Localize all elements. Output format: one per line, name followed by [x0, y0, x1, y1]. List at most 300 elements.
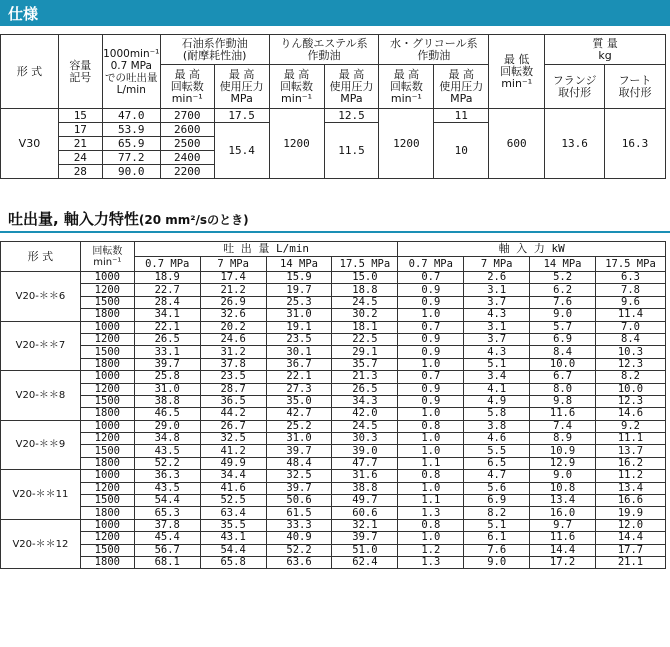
power-cell: 8.2 [464, 507, 530, 519]
flow-cell: 31.0 [134, 383, 200, 395]
flow-cell: 35.5 [200, 519, 266, 531]
wg-speed: 1200 [379, 109, 434, 179]
flow-cell: 43.5 [134, 482, 200, 494]
spec-model: V30 [1, 109, 59, 179]
power-cell: 14.6 [596, 408, 666, 420]
power-cell: 0.9 [398, 346, 464, 358]
flow-section-title [8, 208, 249, 229]
power-cell: 9.6 [596, 296, 666, 308]
min-speed-header: 最 低 回転数 min⁻¹ [489, 35, 545, 109]
pressure-header: 17.5 MPa [332, 257, 398, 272]
flow-cell: 22.7 [134, 284, 200, 296]
flow-cell: 24.5 [332, 420, 398, 432]
flow-cell: 22.5 [332, 333, 398, 345]
table-row [1, 346, 666, 358]
flow-cell: 42.7 [266, 408, 332, 420]
flow-cell: 42.0 [332, 408, 398, 420]
water-glycol-header: 水・グリコール系 作動油 [379, 35, 489, 65]
speed-cell: 1000 [80, 420, 134, 432]
mass-flange: 13.6 [545, 109, 605, 179]
power-cell: 16.2 [596, 457, 666, 469]
speed-cell: 1800 [80, 457, 134, 469]
power-cell: 10.0 [530, 358, 596, 370]
power-cell: 1.2 [398, 544, 464, 556]
flow-cell: 34.4 [200, 470, 266, 482]
power-cell: 0.7 [398, 371, 464, 383]
power-cell: 0.8 [398, 420, 464, 432]
pressure-header: 7 MPa [464, 257, 530, 272]
flow-cell: 48.4 [266, 457, 332, 469]
model-cell: V20-＊＊7 [1, 321, 81, 371]
pho-pressure-rest: 11.5 [324, 123, 379, 179]
pet-pressure-rest: 15.4 [214, 123, 269, 179]
table-row [1, 420, 666, 432]
power-cell: 11.4 [596, 309, 666, 321]
section-divider [0, 231, 670, 233]
speed-cell: 1000 [80, 321, 134, 333]
flow-cell: 61.5 [266, 507, 332, 519]
model-cell: V20-＊＊6 [1, 272, 81, 322]
flow-cell: 19.7 [266, 284, 332, 296]
power-cell: 0.8 [398, 470, 464, 482]
flow-cell: 20.2 [200, 321, 266, 333]
power-cell: 9.2 [596, 420, 666, 432]
power-cell: 11.6 [530, 532, 596, 544]
power-cell: 19.9 [596, 507, 666, 519]
displacement-header: 1000min⁻¹ 0.7 MPa での吐出量 L/min [102, 35, 160, 109]
flow-cell: 33.3 [266, 519, 332, 531]
power-cell: 0.9 [398, 383, 464, 395]
mass-foot: 16.3 [605, 109, 666, 179]
flow-cell: 15.9 [266, 272, 332, 284]
power-cell: 5.1 [464, 519, 530, 531]
flow-cell: 27.3 [266, 383, 332, 395]
power-cell: 11.6 [530, 408, 596, 420]
flow-value: 47.0 [102, 109, 160, 123]
power-cell: 5.1 [464, 358, 530, 370]
table-row [1, 395, 666, 407]
power-cell: 6.2 [530, 284, 596, 296]
power-cell: 4.3 [464, 346, 530, 358]
power-cell: 9.0 [530, 470, 596, 482]
flow-cell: 31.2 [200, 346, 266, 358]
flow-cell: 33.1 [134, 346, 200, 358]
power-cell: 10.8 [530, 482, 596, 494]
power-cell: 5.8 [464, 408, 530, 420]
power-cell: 6.3 [596, 272, 666, 284]
power-cell: 0.9 [398, 296, 464, 308]
table-row [1, 408, 666, 420]
flow-cell: 34.1 [134, 309, 200, 321]
speed-cell: 1800 [80, 358, 134, 370]
pho-speed: 1200 [269, 109, 324, 179]
size-code: 15 [58, 109, 102, 123]
flow-cell: 22.1 [266, 371, 332, 383]
flow-cell: 39.7 [332, 532, 398, 544]
power-cell: 1.0 [398, 532, 464, 544]
size-code-header: 容量 記号 [58, 35, 102, 109]
table-row [1, 284, 666, 296]
table-row [1, 321, 666, 333]
power-cell: 9.7 [530, 519, 596, 531]
flow-cell: 21.2 [200, 284, 266, 296]
speed-cell: 1500 [80, 495, 134, 507]
flow-cell: 40.9 [266, 532, 332, 544]
flow-cell: 25.8 [134, 371, 200, 383]
pho-speed-header: 最 高 回転数 min⁻¹ [269, 65, 324, 109]
flow-cell: 24.6 [200, 333, 266, 345]
flow-cell: 17.4 [200, 272, 266, 284]
flow-cell: 30.1 [266, 346, 332, 358]
power-cell: 10.3 [596, 346, 666, 358]
flow-cell: 37.8 [200, 358, 266, 370]
flow-cell: 44.2 [200, 408, 266, 420]
size-code: 24 [58, 151, 102, 165]
table-row [1, 482, 666, 494]
pressure-header: 17.5 MPa [596, 257, 666, 272]
flow-cell: 18.9 [134, 272, 200, 284]
pet-speed-value: 2600 [160, 123, 214, 137]
flow-cell: 54.4 [134, 495, 200, 507]
flow-cell: 41.6 [200, 482, 266, 494]
power-cell: 10.9 [530, 445, 596, 457]
flow-cell: 34.3 [332, 395, 398, 407]
power-cell: 14.4 [530, 544, 596, 556]
power-cell: 6.9 [530, 333, 596, 345]
power-cell: 5.6 [464, 482, 530, 494]
flow-cell: 45.4 [134, 532, 200, 544]
flow-cell: 35.7 [332, 358, 398, 370]
power-cell: 1.1 [398, 457, 464, 469]
power-cell: 10.0 [596, 383, 666, 395]
flow-cell: 38.8 [134, 395, 200, 407]
power-cell: 4.3 [464, 309, 530, 321]
power-cell: 1.0 [398, 482, 464, 494]
power-cell: 5.2 [530, 272, 596, 284]
flow-cell: 39.7 [266, 482, 332, 494]
flow-cell: 24.5 [332, 296, 398, 308]
pet-speed-header: 最 高 回転数 min⁻¹ [160, 65, 214, 109]
power-cell: 4.9 [464, 395, 530, 407]
power-cell: 11.2 [596, 470, 666, 482]
power-cell: 3.8 [464, 420, 530, 432]
speed-cell: 1200 [80, 284, 134, 296]
power-cell: 7.8 [596, 284, 666, 296]
flow-cell: 32.5 [266, 470, 332, 482]
power-cell: 1.3 [398, 507, 464, 519]
flow-subtitle: (20 mm²/sのとき) [138, 213, 249, 227]
flow-value: 77.2 [102, 151, 160, 165]
power-cell: 9.8 [530, 395, 596, 407]
power-cell: 3.7 [464, 296, 530, 308]
power-cell: 4.1 [464, 383, 530, 395]
flow-cell: 15.0 [332, 272, 398, 284]
power-cell: 6.1 [464, 532, 530, 544]
power-cell: 8.4 [530, 346, 596, 358]
power-cell: 6.7 [530, 371, 596, 383]
power-cell: 3.1 [464, 321, 530, 333]
flow-cell: 26.9 [200, 296, 266, 308]
pressure-header: 14 MPa [530, 257, 596, 272]
flow-cell: 51.0 [332, 544, 398, 556]
flow-cell: 31.0 [266, 433, 332, 445]
pressure-header: 7 MPa [200, 257, 266, 272]
flow-cell: 29.1 [332, 346, 398, 358]
power-cell: 13.4 [596, 482, 666, 494]
power-cell: 1.3 [398, 556, 464, 568]
flow-cell: 54.4 [200, 544, 266, 556]
speed-cell: 1200 [80, 532, 134, 544]
table-row [1, 495, 666, 507]
power-cell: 5.5 [464, 445, 530, 457]
pet-pressure-15: 17.5 [214, 109, 269, 123]
flange-header: フランジ 取付形 [545, 65, 605, 109]
flow-title: 吐出量, 軸入力特性 [8, 210, 139, 228]
power-cell: 8.9 [530, 433, 596, 445]
flow-cell: 65.8 [200, 556, 266, 568]
flow-cell: 18.1 [332, 321, 398, 333]
power-cell: 1.0 [398, 445, 464, 457]
model-cell: V20-＊＊12 [1, 519, 81, 569]
flow-cell: 52.5 [200, 495, 266, 507]
wg-pressure-15: 11 [434, 109, 489, 123]
flow-value: 90.0 [102, 165, 160, 179]
table-row [1, 371, 666, 383]
size-code: 17 [58, 123, 102, 137]
flow-cell: 25.2 [266, 420, 332, 432]
speed-cell: 1200 [80, 333, 134, 345]
flow-cell: 26.5 [134, 333, 200, 345]
model-cell: V20-＊＊11 [1, 470, 81, 520]
power-cell: 7.4 [530, 420, 596, 432]
flow-cell: 26.7 [200, 420, 266, 432]
power-cell: 5.7 [530, 321, 596, 333]
flow-cell: 39.7 [266, 445, 332, 457]
flow-cell: 30.2 [332, 309, 398, 321]
phosphate-header: りん酸エステル系 作動油 [269, 35, 379, 65]
power-cell: 7.6 [464, 544, 530, 556]
power-cell: 17.7 [596, 544, 666, 556]
speed-cell: 1500 [80, 445, 134, 457]
speed-cell: 1000 [80, 519, 134, 531]
power-cell: 12.9 [530, 457, 596, 469]
table-row [1, 309, 666, 321]
pet-speed-value: 2200 [160, 165, 214, 179]
table-row [1, 532, 666, 544]
speed-cell: 1800 [80, 556, 134, 568]
flow-cell: 63.4 [200, 507, 266, 519]
pressure-header: 0.7 MPa [398, 257, 464, 272]
power-cell: 3.7 [464, 333, 530, 345]
power-cell: 12.3 [596, 358, 666, 370]
spec-title: 仕様 [8, 5, 39, 23]
speed-cell: 1200 [80, 383, 134, 395]
flow-value: 53.9 [102, 123, 160, 137]
table-row [1, 457, 666, 469]
table-row [1, 445, 666, 457]
power-cell: 16.6 [596, 495, 666, 507]
flow-model-header: 形 式 [1, 242, 81, 272]
power-cell: 17.2 [530, 556, 596, 568]
model-header: 形 式 [1, 35, 59, 109]
table-row [1, 470, 666, 482]
flow-cell: 31.6 [332, 470, 398, 482]
power-cell: 0.7 [398, 272, 464, 284]
power-cell: 11.1 [596, 433, 666, 445]
power-cell: 0.7 [398, 321, 464, 333]
power-cell: 9.0 [464, 556, 530, 568]
speed-cell: 1500 [80, 346, 134, 358]
power-cell: 12.3 [596, 395, 666, 407]
pet-pressure-header: 最 高 使用圧力 MPa [214, 65, 269, 109]
power-cell: 4.6 [464, 433, 530, 445]
size-code: 28 [58, 165, 102, 179]
power-cell: 9.0 [530, 309, 596, 321]
flow-cell: 50.6 [266, 495, 332, 507]
flow-value: 65.9 [102, 137, 160, 151]
power-cell: 0.9 [398, 284, 464, 296]
flow-cell: 36.3 [134, 470, 200, 482]
flow-cell: 30.3 [332, 433, 398, 445]
speed-cell: 1500 [80, 296, 134, 308]
flow-cell: 39.7 [134, 358, 200, 370]
flow-cell: 36.7 [266, 358, 332, 370]
table-row [1, 358, 666, 370]
power-cell: 1.0 [398, 433, 464, 445]
table-row [1, 556, 666, 568]
power-cell: 1.1 [398, 495, 464, 507]
foot-header: フート 取付形 [605, 65, 666, 109]
speed-cell: 1000 [80, 371, 134, 383]
power-cell: 16.0 [530, 507, 596, 519]
speed-cell: 1000 [80, 470, 134, 482]
power-cell: 13.4 [530, 495, 596, 507]
flow-cell: 43.1 [200, 532, 266, 544]
flow-cell: 28.4 [134, 296, 200, 308]
speed-header: 回転数 min⁻¹ [80, 242, 134, 272]
model-cell: V20-＊＊9 [1, 420, 81, 470]
power-cell: 8.2 [596, 371, 666, 383]
flow-cell: 63.6 [266, 556, 332, 568]
table-row [1, 519, 666, 531]
power-cell: 1.0 [398, 358, 464, 370]
flow-cell: 18.8 [332, 284, 398, 296]
speed-cell: 1500 [80, 395, 134, 407]
flow-cell: 60.6 [332, 507, 398, 519]
power-cell: 12.0 [596, 519, 666, 531]
power-cell: 6.5 [464, 457, 530, 469]
flow-cell: 56.7 [134, 544, 200, 556]
power-cell: 3.1 [464, 284, 530, 296]
flow-cell: 49.7 [332, 495, 398, 507]
pet-speed-value: 2400 [160, 151, 214, 165]
speed-cell: 1200 [80, 433, 134, 445]
wg-pressure-header: 最 高 使用圧力 MPa [434, 65, 489, 109]
power-cell: 7.0 [596, 321, 666, 333]
flow-cell: 62.4 [332, 556, 398, 568]
power-cell: 21.1 [596, 556, 666, 568]
power-cell: 1.0 [398, 309, 464, 321]
flow-cell: 32.5 [200, 433, 266, 445]
flow-cell: 38.8 [332, 482, 398, 494]
flow-cell: 21.3 [332, 371, 398, 383]
pet-speed-value: 2700 [160, 109, 214, 123]
power-cell: 1.0 [398, 408, 464, 420]
pressure-header: 14 MPa [266, 257, 332, 272]
flow-cell: 65.3 [134, 507, 200, 519]
power-cell: 8.4 [596, 333, 666, 345]
speed-cell: 1000 [80, 272, 134, 284]
pho-pressure-15: 12.5 [324, 109, 379, 123]
flow-cell: 31.0 [266, 309, 332, 321]
flow-cell: 34.8 [134, 433, 200, 445]
power-cell: 8.0 [530, 383, 596, 395]
flow-cell: 49.9 [200, 457, 266, 469]
flow-cell: 26.5 [332, 383, 398, 395]
power-cell: 14.4 [596, 532, 666, 544]
speed-cell: 1500 [80, 544, 134, 556]
flow-cell: 41.2 [200, 445, 266, 457]
power-cell: 7.6 [530, 296, 596, 308]
power-cell: 13.7 [596, 445, 666, 457]
speed-cell: 1800 [80, 309, 134, 321]
power-cell: 0.9 [398, 333, 464, 345]
flow-cell: 23.5 [266, 333, 332, 345]
mass-header: 質 量 kg [545, 35, 666, 65]
speed-cell: 1800 [80, 507, 134, 519]
flow-cell: 68.1 [134, 556, 200, 568]
flow-cell: 19.1 [266, 321, 332, 333]
table-row [1, 544, 666, 556]
flow-cell: 29.0 [134, 420, 200, 432]
model-cell: V20-＊＊8 [1, 371, 81, 421]
size-code: 21 [58, 137, 102, 151]
table-row [1, 272, 666, 284]
flow-cell: 36.5 [200, 395, 266, 407]
table-row [1, 333, 666, 345]
flow-cell: 43.5 [134, 445, 200, 457]
power-cell: 3.4 [464, 371, 530, 383]
flow-cell: 28.7 [200, 383, 266, 395]
flow-cell: 22.1 [134, 321, 200, 333]
speed-cell: 1200 [80, 482, 134, 494]
flow-cell: 32.6 [200, 309, 266, 321]
power-cell: 4.7 [464, 470, 530, 482]
power-cell: 6.9 [464, 495, 530, 507]
flow-cell: 52.2 [134, 457, 200, 469]
flow-group-header: 吐 出 量 L/min [134, 242, 398, 257]
power-cell: 0.9 [398, 395, 464, 407]
flow-cell: 47.7 [332, 457, 398, 469]
flow-table [0, 241, 666, 569]
wg-speed-header: 最 高 回転数 min⁻¹ [379, 65, 434, 109]
table-row [1, 383, 666, 395]
flow-cell: 39.0 [332, 445, 398, 457]
min-speed: 600 [489, 109, 545, 179]
petroleum-header: 石油系作動油 (耐摩耗性油) [160, 35, 269, 65]
flow-cell: 37.8 [134, 519, 200, 531]
flow-cell: 25.3 [266, 296, 332, 308]
flow-cell: 32.1 [332, 519, 398, 531]
wg-pressure-rest: 10 [434, 123, 489, 179]
pho-pressure-header: 最 高 使用圧力 MPa [324, 65, 379, 109]
spec-header-bar [0, 0, 670, 26]
flow-cell: 23.5 [200, 371, 266, 383]
pet-speed-value: 2500 [160, 137, 214, 151]
power-cell: 0.8 [398, 519, 464, 531]
power-group-header: 軸 入 力 kW [398, 242, 666, 257]
flow-cell: 35.0 [266, 395, 332, 407]
